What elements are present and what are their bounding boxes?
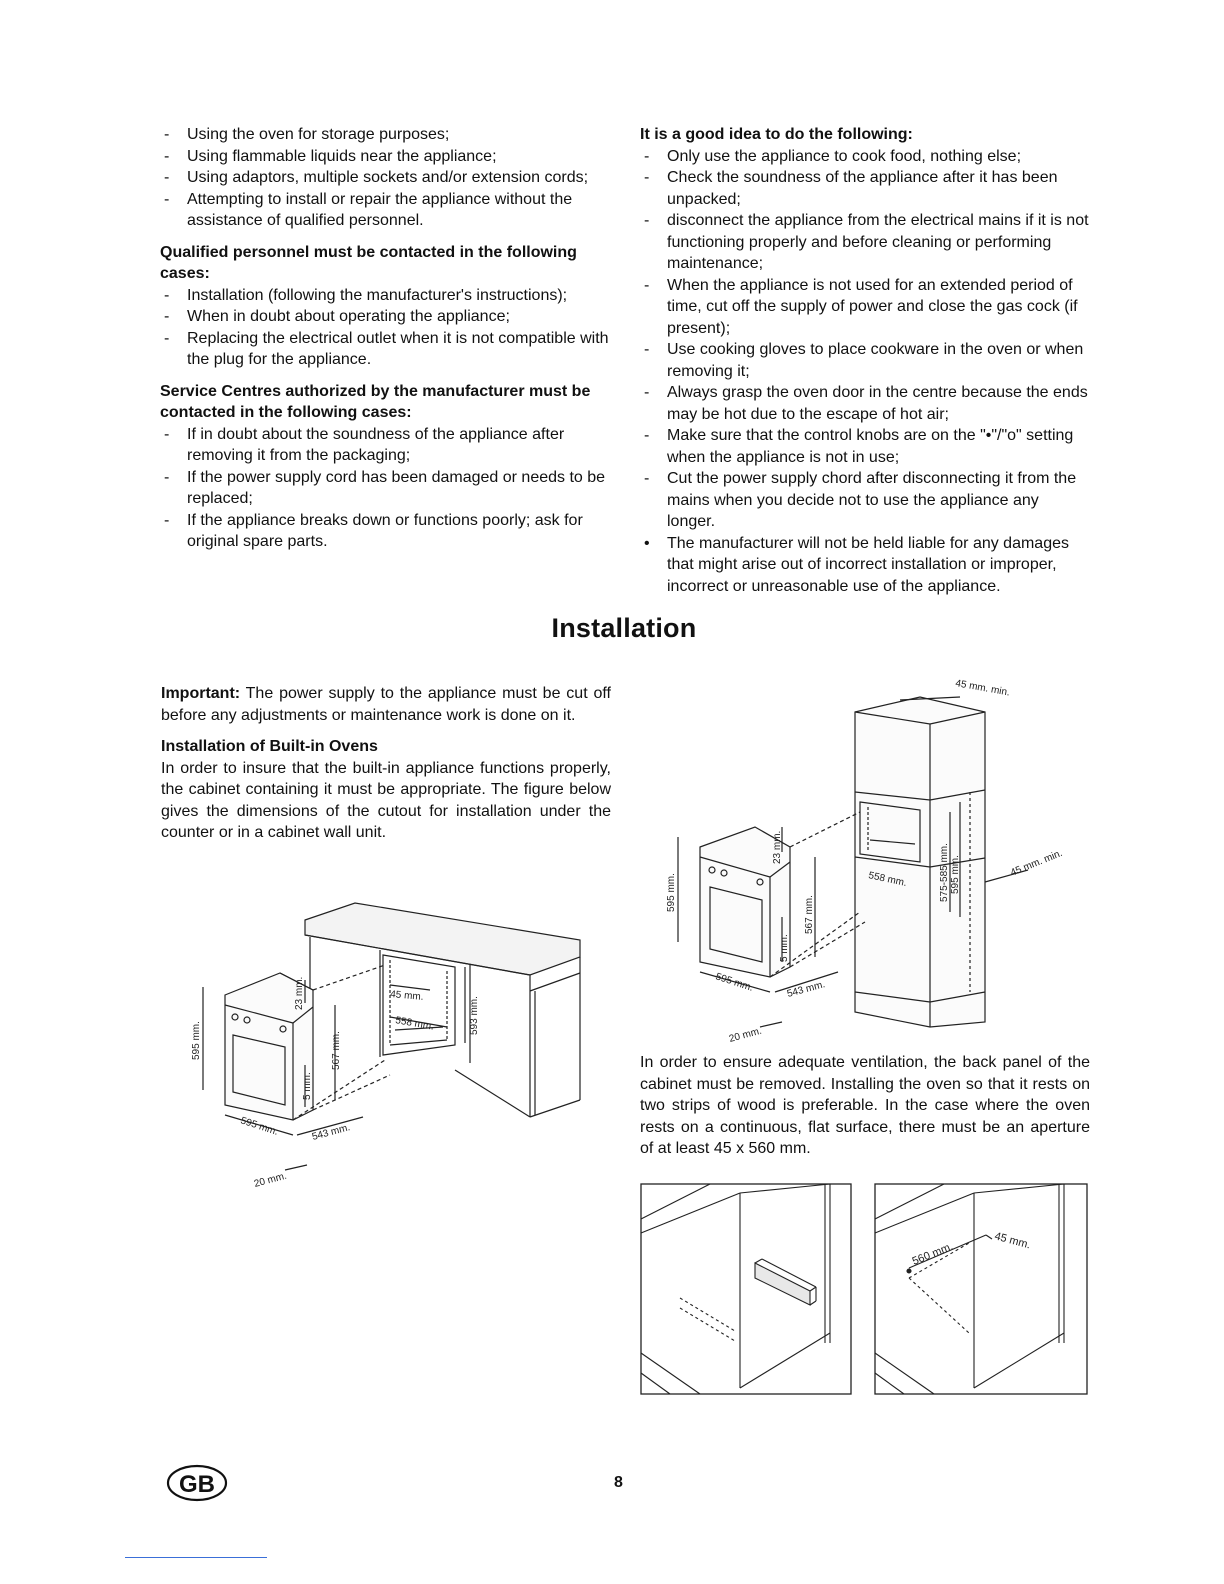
list-item: - Attempting to install or repair the appliance without the assistance of qualified personnel.: [160, 189, 612, 232]
dim-5: 5 mm.: [779, 934, 790, 962]
footer-rule: [125, 1557, 267, 1558]
country-code: GB: [179, 1471, 215, 1498]
installation-intro: [161, 683, 611, 844]
page-number: 8: [614, 1474, 623, 1491]
list-item: - Using the oven for storage purposes;: [160, 124, 612, 146]
under-counter-diagram: [185, 895, 595, 1200]
wall-unit-figure: [660, 672, 1090, 1047]
list-item: - When the appliance is not used for an extended period of time, cut off the supply of power and close the gas cock (if present);: [640, 275, 1090, 340]
dim-575-585: 575-585 mm.: [939, 843, 950, 902]
dim-558: 558 mm.: [867, 870, 908, 890]
qualified-personnel-heading: Qualified personnel must be contacted in the following cases:: [160, 243, 577, 282]
builtin-text: In order to insure that the built-in appliance functions properly, the cabinet containing it must be appropriate. The figure below gives the dimensions of the cutout for installation under the counter or in a cabinet wall unit.: [161, 759, 611, 841]
ventilation-section: [640, 1052, 1090, 1160]
wood-strips-diagram: [640, 1183, 852, 1395]
dim-567: 567 mm.: [804, 895, 815, 934]
prohibited-uses-list: [160, 124, 612, 232]
gb-oval-icon: [166, 1464, 228, 1502]
important-text: The power supply to the appliance must be cut off before any adjustments or maintenance work is done on it.: [161, 685, 611, 724]
important-label: Important:: [161, 685, 241, 702]
country-badge: [166, 1464, 228, 1502]
dim-23: 23 mm.: [772, 830, 783, 864]
list-item: - If the appliance breaks down or functions poorly; ask for original spare parts.: [160, 510, 612, 553]
dim-595-width: 595 mm.: [239, 1115, 280, 1138]
good-practices-list: [640, 146, 1090, 598]
dim-595-height: 595 mm.: [191, 1021, 202, 1060]
dim-593: 593 mm.: [469, 996, 480, 1035]
dim-23: 23 mm.: [294, 976, 305, 1010]
ventilation-text: In order to ensure adequate ventilation, the back panel of the cabinet must be removed. Installing the oven so that it rests on two strips of wood is preferable. In the case where the oven rests on a continuous, flat surface, there must be an aperture of at least 45 x 560 mm.: [640, 1054, 1090, 1157]
aperture-diagram: [874, 1183, 1088, 1395]
dim-543: 543 mm.: [785, 979, 827, 1000]
dim-595-height: 595 mm.: [666, 873, 677, 912]
list-item: - disconnect the appliance from the electrical mains if it is not functioning properly and before cleaning or performing maintenance;: [640, 210, 1090, 275]
list-item: - Make sure that the control knobs are on the "•"/"o" setting when the appliance is not in use;: [640, 425, 1090, 468]
qualified-personnel-list: [160, 285, 612, 371]
dim-595-cabinet: 595 mm.: [950, 855, 961, 894]
list-item: - Check the soundness of the appliance after it has been unpacked;: [640, 167, 1090, 210]
dim-20: 20 mm.: [727, 1025, 763, 1045]
list-item: - When in doubt about operating the appliance;: [160, 306, 612, 328]
dim-45-side: 45 mm. min.: [1009, 847, 1065, 879]
list-item: - Using adaptors, multiple sockets and/or extension cords;: [160, 167, 612, 189]
dim-560: 560 mm.: [910, 1240, 955, 1268]
important-notice: [161, 683, 611, 726]
under-counter-figure: [185, 895, 595, 1200]
dim-567: 567 mm.: [331, 1031, 342, 1070]
dim-558: 558 mm.: [394, 1015, 435, 1033]
list-item: • The manufacturer will not be held liable for any damages that might arise out of incorrect installation or improper, incorrect or unreasonable use of the appliance.: [640, 533, 1090, 598]
list-item: - If the power supply cord has been damaged or needs to be replaced;: [160, 467, 612, 510]
dim-5: 5 mm.: [302, 1072, 313, 1100]
builtin-heading: Installation of Built-in Ovens: [161, 738, 378, 755]
dim-45: 45 mm.: [389, 989, 424, 1003]
list-item: - Replacing the electrical outlet when it is not compatible with the plug for the appliance.: [160, 328, 612, 371]
list-item: - Use cooking gloves to place cookware in the oven or when removing it;: [640, 339, 1090, 382]
list-item: - Using flammable liquids near the appliance;: [160, 146, 612, 168]
good-practices-column: [640, 124, 1090, 597]
dim-543: 543 mm.: [310, 1122, 352, 1143]
warnings-column: [160, 124, 612, 553]
wood-strips-figure: [640, 1183, 852, 1395]
list-item: - Installation (following the manufacturer's instructions);: [160, 285, 612, 307]
dim-20: 20 mm.: [252, 1170, 288, 1190]
installation-title: Installation: [551, 613, 697, 643]
dim-45: 45 mm.: [993, 1230, 1032, 1252]
service-centres-heading: Service Centres authorized by the manufacturer must be contacted in the following cases:: [160, 382, 591, 421]
dim-45-top: 45 mm. min.: [954, 678, 1011, 699]
dim-595-width: 595 mm.: [714, 971, 755, 994]
good-practices-heading: It is a good idea to do the following:: [640, 126, 913, 143]
wall-unit-diagram: [660, 672, 1090, 1047]
list-item: - Cut the power supply chord after disconnecting it from the mains when you decide not to use the appliance any longer.: [640, 468, 1090, 533]
list-item: - Always grasp the oven door in the centre because the ends may be hot due to the escape of hot air;: [640, 382, 1090, 425]
list-item: - Only use the appliance to cook food, nothing else;: [640, 146, 1090, 168]
aperture-figure: [874, 1183, 1088, 1395]
service-centres-list: [160, 424, 612, 553]
list-item: - If in doubt about the soundness of the appliance after removing it from the packaging;: [160, 424, 612, 467]
